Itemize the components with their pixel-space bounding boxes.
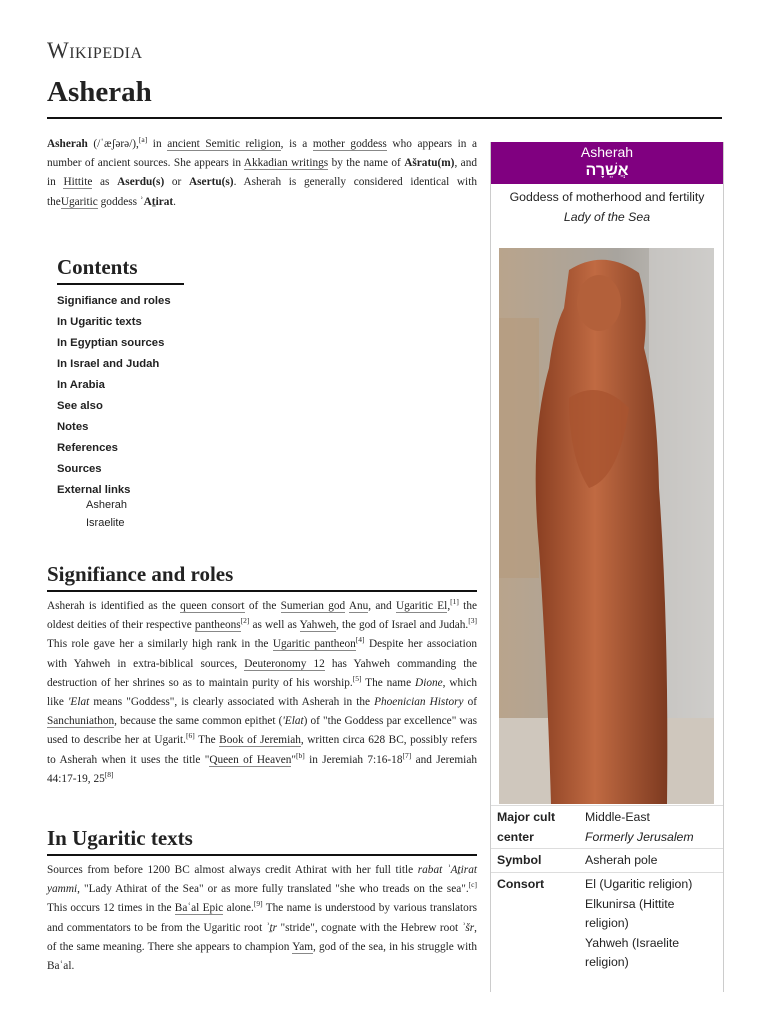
toc-divider (57, 283, 184, 285)
link-sumerian-god[interactable]: Sumerian god (280, 600, 346, 612)
link-yahweh[interactable]: Yahweh (299, 619, 337, 632)
toc-item-external-links[interactable]: External links (57, 484, 131, 496)
footnote[interactable]: [3] (468, 616, 477, 626)
toc-item-see-also[interactable]: See also (57, 400, 103, 412)
footnote[interactable]: [8] (104, 770, 114, 780)
footnote[interactable]: [7] (402, 750, 412, 760)
section-heading-ugaritic: In Ugaritic texts (47, 826, 193, 850)
footnote[interactable]: [2] (240, 616, 250, 626)
link-ugaritic-el[interactable]: Ugaritic El (395, 600, 448, 612)
infobox-key: Major cult center (497, 810, 556, 844)
infobox-value: El (Ugaritic religion) Elkunirsa (Hittite religion) Yahweh (Israelite religion) (585, 877, 693, 969)
section-heading-significance: Signifiance and roles (47, 562, 234, 586)
infobox-subtitle-text: Goddess of motherhood and fertility (509, 190, 705, 204)
page-title: Asherah (47, 76, 152, 108)
infobox-row-consort (491, 872, 723, 973)
footnote[interactable]: [5] (352, 674, 362, 684)
section-divider (47, 590, 477, 592)
toc-item-sources[interactable]: Sources (57, 463, 102, 475)
infobox-hebrew-name: אֲשֵׁרָה (585, 162, 629, 179)
link-ugaritic[interactable]: Ugaritic (60, 195, 98, 208)
infobox-row-symbol (491, 848, 723, 873)
infobox-key: Consort (497, 877, 545, 891)
link-hittite[interactable]: Hittite (63, 176, 93, 189)
link-baal-epic[interactable]: Baʿal Epic (174, 902, 224, 915)
ugaritic-paragraph: Sources from before 1200 BC almost always credit Athirat with her full title rabat ʾAṯirat yammi, "Lady Athirat of the Sea" or as more fully translated "she who treads on the sea".[c] This occurs 12 times in the Baʿal Epic alone.[9] The name is understood by various translators and commentators to be from the Ugaritic root ʾṯr "stride", cognate with the Hebrew root ʾšr, of the same meaning. There she appears to champion Yam, god of the sea, in his struggle with Baʿal. (47, 864, 478, 973)
table-of-contents (57, 255, 207, 532)
infobox-header (491, 142, 723, 184)
footnote[interactable]: [1] (450, 597, 459, 607)
footnote-a[interactable]: [a] (138, 135, 148, 145)
footnote[interactable]: [9] (253, 899, 263, 909)
link-anu[interactable]: Anu (348, 600, 369, 612)
toc-item-arabia[interactable]: In Arabia (57, 379, 105, 391)
footnote[interactable]: [4] (355, 635, 365, 645)
link-yam[interactable]: Yam (292, 940, 314, 953)
footnote[interactable]: [b] (296, 750, 305, 760)
infobox (490, 142, 724, 992)
significance-paragraph: Asherah is identified as the queen consort of the Sumerian god Anu, and Ugaritic El,[1] the oldest deities of their respective pantheons[2] as well as Yahweh, the god of Israel and Judah.[3] This role gave her a similarly high rank in the Ugaritic pantheon[4] Despite her association with Yahweh in extra-biblical sources, Deuteronomy 12 has Yahweh commanding the destruction of her shrines so as to maintain purity of his worship.[5] The name Dione, which like 'Elat means "Goddess", is clearly associated with Asherah in the Phoenician History of Sanchuniathon, because the same common epithet ('Elat) of "the Goddess par excellence" was used to describe her at Ugarit.[6] The Book of Jeremiah, written circa 628 BC, possibly refers to Asherah when it uses the title "Queen of Heaven"[b] in Jeremiah 7:16-18[7] and Jeremiah 44:17-19, 25[8] (47, 597, 478, 785)
link-akkadian-writings[interactable]: Akkadian writings (243, 157, 329, 170)
link-ancient-semitic-religion[interactable]: ancient Semitic religion (167, 138, 281, 150)
link-book-of-jeremiah[interactable]: Book of Jeremiah (219, 734, 301, 747)
infobox-epithet: Lady of the Sea (563, 209, 651, 224)
toc-item-ugaritic-texts[interactable]: In Ugaritic texts (57, 316, 142, 328)
toc-item-references[interactable]: References (57, 442, 118, 454)
infobox-subtitle (491, 184, 723, 246)
toc-heading: Contents (57, 255, 138, 279)
toc-item-israel-judah[interactable]: In Israel and Judah (57, 358, 160, 370)
title-divider (47, 117, 722, 119)
infobox-row-cult-center (491, 805, 723, 848)
toc-item-notes[interactable]: Notes (57, 421, 89, 433)
footnote[interactable]: [6] (186, 731, 195, 741)
infobox-key: Symbol (497, 853, 542, 867)
link-sanchuniathon[interactable]: Sanchuniathon (47, 715, 115, 728)
asherah-statue-image[interactable] (499, 248, 714, 804)
section-divider (47, 854, 477, 856)
wikipedia-wordmark[interactable]: Wikipedia (47, 38, 143, 63)
toc-item-egyptian-sources[interactable]: In Egyptian sources (57, 337, 165, 349)
toc-subitem-asherah[interactable]: Asherah (86, 499, 127, 511)
infobox-value: Middle-East Formerly Jerusalem (585, 810, 694, 844)
link-mother-goddess[interactable]: mother goddess (312, 138, 387, 150)
footnote[interactable]: [c] (468, 880, 477, 890)
link-ugaritic-pantheon[interactable]: Ugaritic pantheon (272, 638, 356, 651)
infobox-title: Asherah (580, 144, 634, 160)
toc-subitem-israelite[interactable]: Israelite (86, 517, 125, 529)
link-pantheons[interactable]: pantheons (194, 619, 241, 632)
toc-item-significance[interactable]: Signifiance and roles (57, 295, 171, 307)
intro-paragraph: Asherah (/ˈæʃərə/),[a] in ancient Semitic religion, is a mother goddess who appears in a number of ancient sources. She appears in Akkadian writings by the name of Ašratu(m), and in Hittite as Aserdu(s) or Asertu(s). Asherah is generally considered identical with theUgaritic goddess ʾAṯirat. (47, 135, 477, 208)
link-queen-of-heaven[interactable]: Queen of Heaven (209, 753, 292, 766)
link-queen-consort[interactable]: queen consort (180, 600, 245, 612)
link-deuteronomy-12[interactable]: Deuteronomy 12 (244, 657, 325, 670)
infobox-value[interactable]: Asherah pole (585, 853, 658, 867)
